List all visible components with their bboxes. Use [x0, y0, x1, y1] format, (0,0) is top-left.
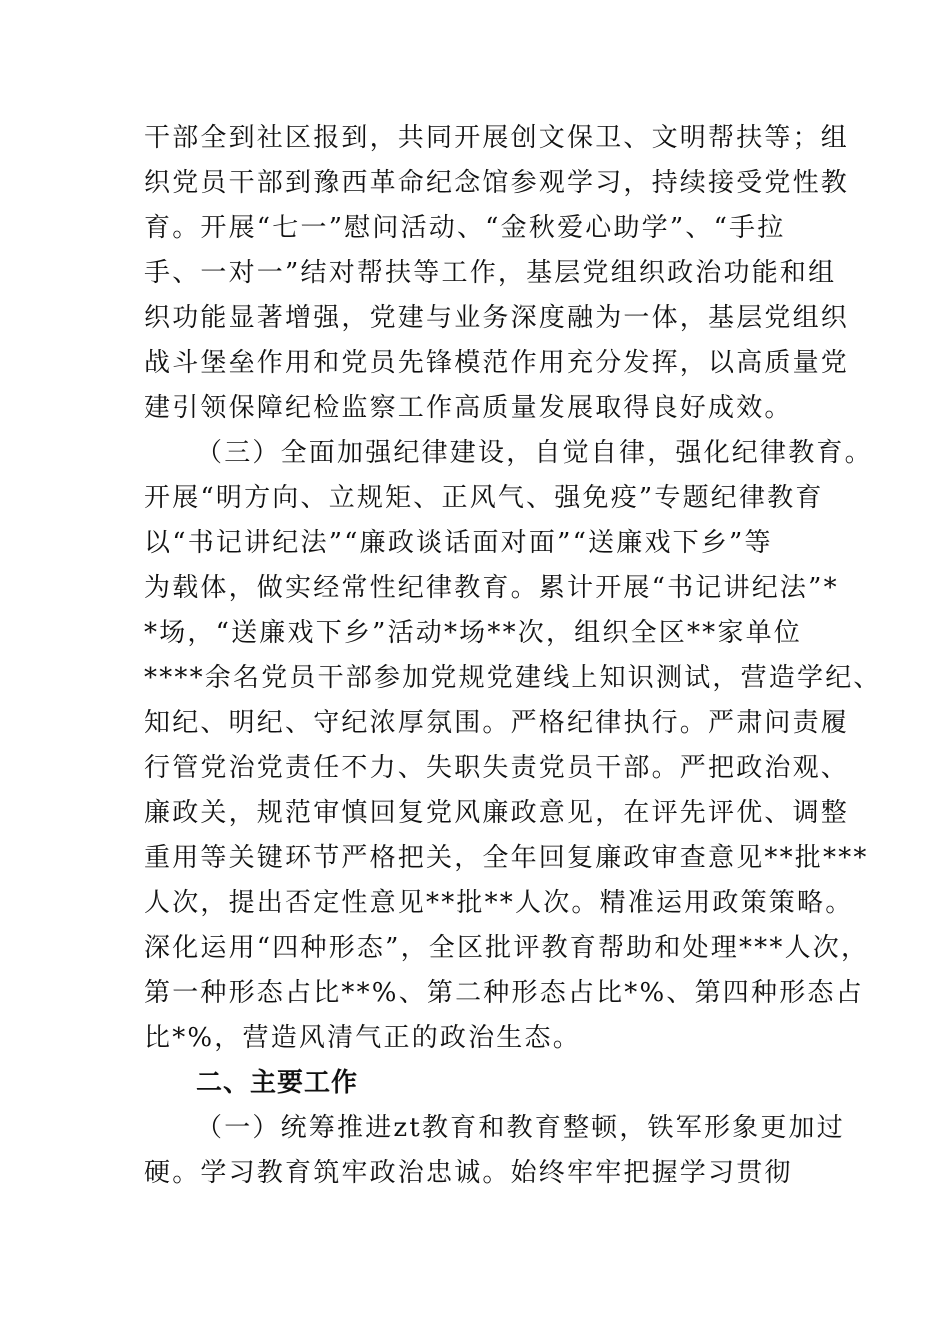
- paragraph-line: 行管党治党责任不力、失职失责党员干部。严把政治观、: [144, 753, 850, 783]
- paragraph-line: 以“书记讲纪法”“廉政谈话面对面”“送廉戏下乡”等: [144, 528, 773, 558]
- paragraph-line: 开展“明方向、立规矩、正风气、强免疫”专题纪律教育: [144, 483, 824, 513]
- paragraph-line: 织党员干部到豫西革命纪念馆参观学习，持续接受党性教: [144, 168, 850, 198]
- paragraph-line: 第一种形态占比**%、第二种形态占比*%、第四种形态占: [144, 978, 864, 1008]
- paragraph-line: 手、一对一”结对帮扶等工作，基层党组织政治功能和组: [144, 258, 837, 288]
- paragraph-line: *场，“送廉戏下乡”活动*场**次，组织全区**家单位: [144, 618, 802, 648]
- paragraph-line: 廉政关，规范审慎回复党风廉政意见，在评先评优、调整: [144, 798, 850, 828]
- paragraph-line: 深化运用“四种形态”，全区批评教育帮助和处理***人次，: [144, 933, 870, 963]
- paragraph-line: 干部全到社区报到，共同开展创文保卫、文明帮扶等；组: [144, 123, 850, 153]
- paragraph-line: 比*%，营造风清气正的政治生态。: [144, 1023, 581, 1053]
- paragraph-line: 知纪、明纪、守纪浓厚氛围。严格纪律执行。严肃问责履: [144, 708, 850, 738]
- paragraph-line: 织功能显著增强，党建与业务深度融为一体，基层党组织: [144, 303, 850, 333]
- paragraph-line: ****余名党员干部参加党规党建线上知识测试，营造学纪、: [144, 663, 882, 693]
- paragraph-line: 重用等关键环节严格把关，全年回复廉政审查意见**批***: [144, 843, 869, 873]
- chapter-heading: 二、主要工作: [196, 1068, 359, 1098]
- paragraph-line: 人次，提出否定性意见**批**人次。精准运用政策策略。: [144, 888, 854, 918]
- section-heading-line: （一）统筹推进zt教育和教育整顿，铁军形象更加过: [196, 1113, 845, 1143]
- paragraph-line: 为载体，做实经常性纪律教育。累计开展“书记讲纪法”*: [144, 573, 839, 603]
- paragraph-line: 育。开展“七一”慰问活动、“金秋爱心助学”、“手拉: [144, 213, 786, 243]
- section-heading-line: （三）全面加强纪律建设，自觉自律，强化纪律教育。: [196, 438, 873, 468]
- paragraph-line: 硬。学习教育筑牢政治忠诚。始终牢牢把握学习贯彻: [144, 1158, 793, 1188]
- paragraph-line: 战斗堡垒作用和党员先锋模范作用充分发挥，以高质量党: [144, 348, 850, 378]
- paragraph-line: 建引领保障纪检监察工作高质量发展取得良好成效。: [144, 393, 793, 423]
